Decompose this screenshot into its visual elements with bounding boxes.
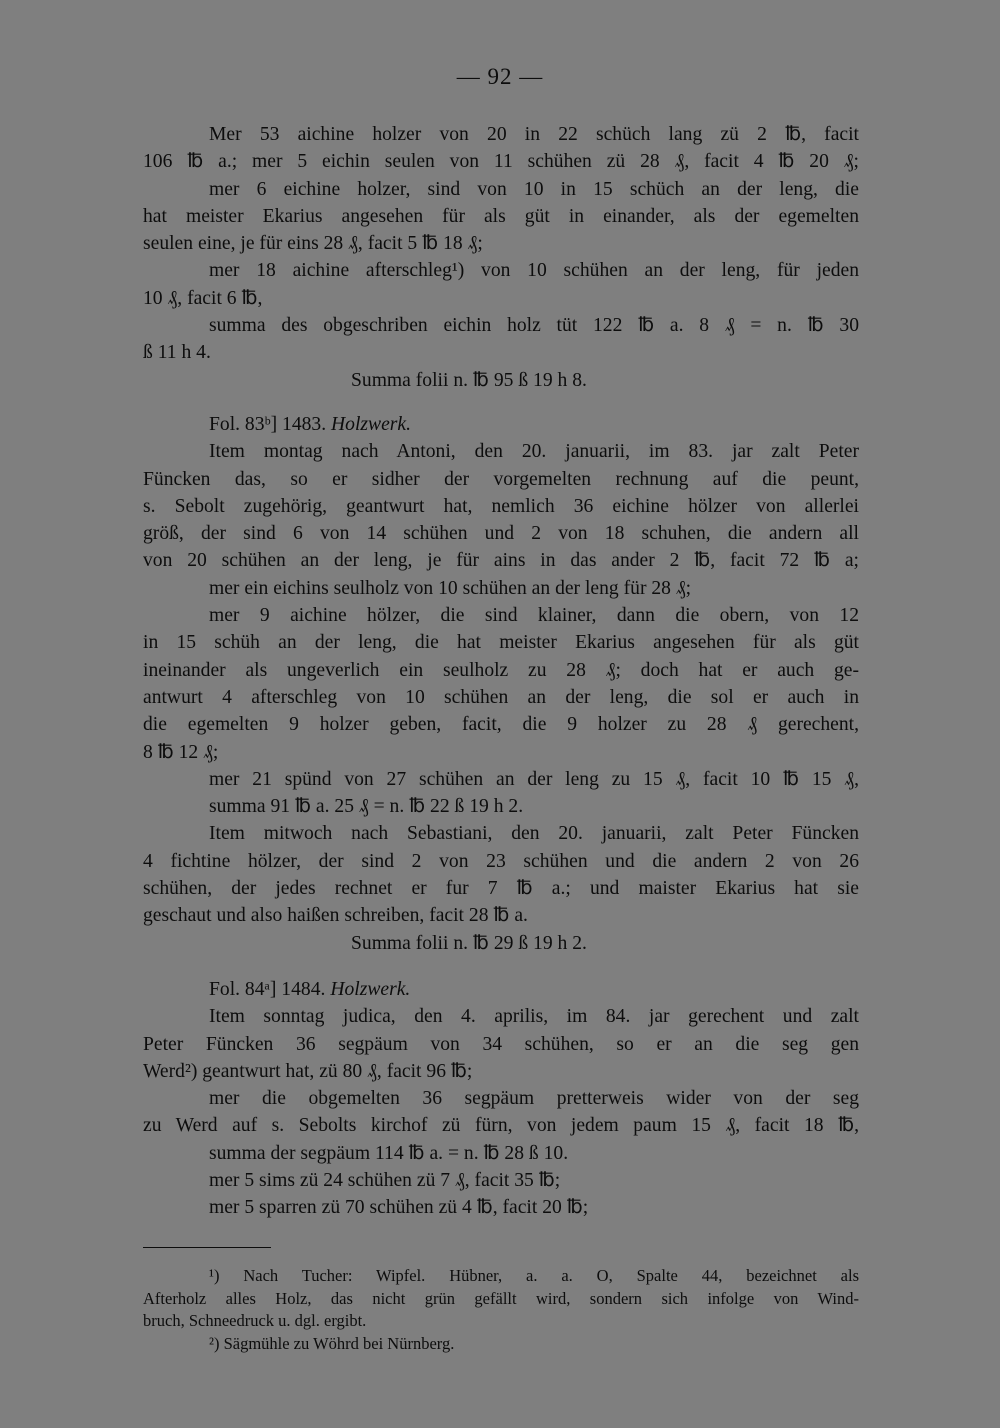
paragraph	[143, 1003, 859, 1221]
text-line: Item sonntag judica, den 4. aprilis, im 84. jar gerechent und zalt	[209, 1006, 859, 1028]
paragraph	[143, 121, 859, 367]
summa-line: Summa folii n. ℔ 95 ß 19 h 8.	[351, 369, 587, 391]
section-title: Holzwerk.	[331, 413, 412, 435]
footnote-line: ¹) Nach Tucher: Wipfel. Hübner, a. a. O, Spalte 44, bezeichnet als	[209, 1266, 859, 1285]
page-number: — 92 —	[456, 64, 544, 89]
folio-reference: Fol. 84ᵃ] 1484.	[209, 978, 326, 1000]
text-line: Item montag nach Antoni, den 20. januarii, im 83. jar zalt Peter	[209, 441, 859, 463]
text-line: geschaut und also haißen schreiben, facit 28 ℔ a.	[143, 905, 528, 927]
folio-heading	[143, 411, 859, 438]
text-line: mer 5 sparren zü 70 schühen zü 4 ℔, facit 20 ℔;	[209, 1197, 589, 1219]
text-line: die egemelten 9 holzer geben, facit, die 9 holzer zu 28 ₰ gerechent,	[143, 714, 859, 736]
folio-heading	[143, 976, 859, 1003]
footnote-line: Afterholz alles Holz, das nicht grün gefällt wird, sondern sich infolge von Wind-	[143, 1288, 859, 1308]
text-line: summa der segpäum 114 ℔ a. = n. ℔ 28 ß 10.	[209, 1142, 569, 1164]
footnotes	[143, 1265, 859, 1355]
body-text	[143, 121, 859, 1222]
text-line: mer 21 spünd von 27 schühen an der leng zu 15 ₰, facit 10 ℔ 15 ₰,	[209, 768, 859, 790]
text-line: 10 ₰, facit 6 ℔,	[143, 287, 263, 309]
footnote	[143, 1333, 859, 1356]
text-line: seulen eine, je für eins 28 ₰, facit 5 ℔ 18 ₰;	[143, 233, 483, 255]
text-line: 4 fichtine hölzer, der sind 2 von 23 schühen und die andern 2 von 26	[143, 850, 859, 872]
text-line: ß 11 h 4.	[143, 342, 211, 364]
text-line: mer 9 aichine hölzer, die sind klainer, dann die obern, von 12	[209, 605, 859, 627]
text-line: mer ein eichins seulholz von 10 schühen an der leng für 28 ₰;	[209, 577, 692, 599]
footnote	[143, 1265, 859, 1333]
text-line: mer 18 aichine afterschleg¹) von 10 schühen an der leng, für jeden	[209, 260, 859, 282]
text-line: summa des obgeschriben eichin holz tüt 122 ℔ a. 8 ₰ = n. ℔ 30	[209, 315, 859, 337]
text-line: ineinander als ungeverlich ein seulholz zu 28 ₰; doch hat er auch ge-	[143, 659, 859, 681]
summa-line: Summa folii n. ℔ 29 ß 19 h 2.	[351, 932, 587, 954]
text-line: antwurt 4 afterschleg von 10 schühen an der leng, die sol er auch in	[143, 686, 859, 708]
text-line: summa 91 ℔ a. 25 ₰ = n. ℔ 22 ß 19 h 2.	[209, 796, 524, 818]
footnote-line: ²) Sägmühle zu Wöhrd bei Nürnberg.	[209, 1333, 455, 1353]
text-line: Füncken das, so er sidher der vorgemelten rechnung auf die peunt,	[143, 468, 859, 490]
text-line: in 15 schüh an der leng, die hat meister Ekarius angesehen für als güt	[143, 632, 859, 654]
text-line: von 20 schühen an der leng, je für ains in das ander 2 ℔, facit 72 ℔ a;	[143, 550, 859, 572]
text-line: zu Werd auf s. Sebolts kirchof zü fürn, von jedem paum 15 ₰, facit 18 ℔,	[143, 1115, 859, 1137]
text-line: hat meister Ekarius angesehen für als güt in einander, als der egemelten	[143, 205, 859, 227]
text-line: Werd²) geantwurt hat, zü 80 ₰, facit 96 ℔;	[143, 1060, 473, 1082]
text-line: 8 ℔ 12 ₰;	[143, 741, 219, 763]
text-line: Item mitwoch nach Sebastiani, den 20. januarii, zalt Peter Füncken	[209, 823, 859, 845]
text-line: mer 5 sims zü 24 schühen zü 7 ₰, facit 35 ℔;	[209, 1169, 561, 1191]
footnote-line: bruch, Schneedruck u. dgl. ergibt.	[143, 1311, 367, 1330]
text-line: Peter Füncken 36 segpäum von 34 schühen, so er an die seg gen	[143, 1033, 859, 1055]
footnote-rule	[143, 1247, 271, 1248]
text-line: größ, der sind 6 von 14 schühen und 2 von 18 schuhen, die andern all	[143, 523, 859, 545]
paragraph	[143, 438, 859, 929]
text-line: s. Sebolt zugehörig, geantwurt hat, nemlich 36 eichine hölzer von allerlei	[143, 495, 859, 517]
text-line: schühen, der jedes rechnet er fur 7 ℔ a.; und maister Ekarius hat sie	[143, 878, 859, 900]
text-line: mer 6 eichine holzer, sind von 10 in 15 schüch an der leng, die	[209, 178, 859, 200]
text-line: Mer 53 aichine holzer von 20 in 22 schüch lang zü 2 ℔, facit	[209, 124, 859, 145]
folio-reference: Fol. 83ᵇ] 1483.	[209, 413, 327, 435]
text-line: 106 ℔ a.; mer 5 eichin seulen von 11 schühen zü 28 ₰, facit 4 ℔ 20 ₰;	[143, 151, 859, 173]
text-line: mer die obgemelten 36 segpäum pretterweis wider von der seg	[209, 1088, 859, 1110]
section-title: Holzwerk.	[330, 978, 411, 1000]
